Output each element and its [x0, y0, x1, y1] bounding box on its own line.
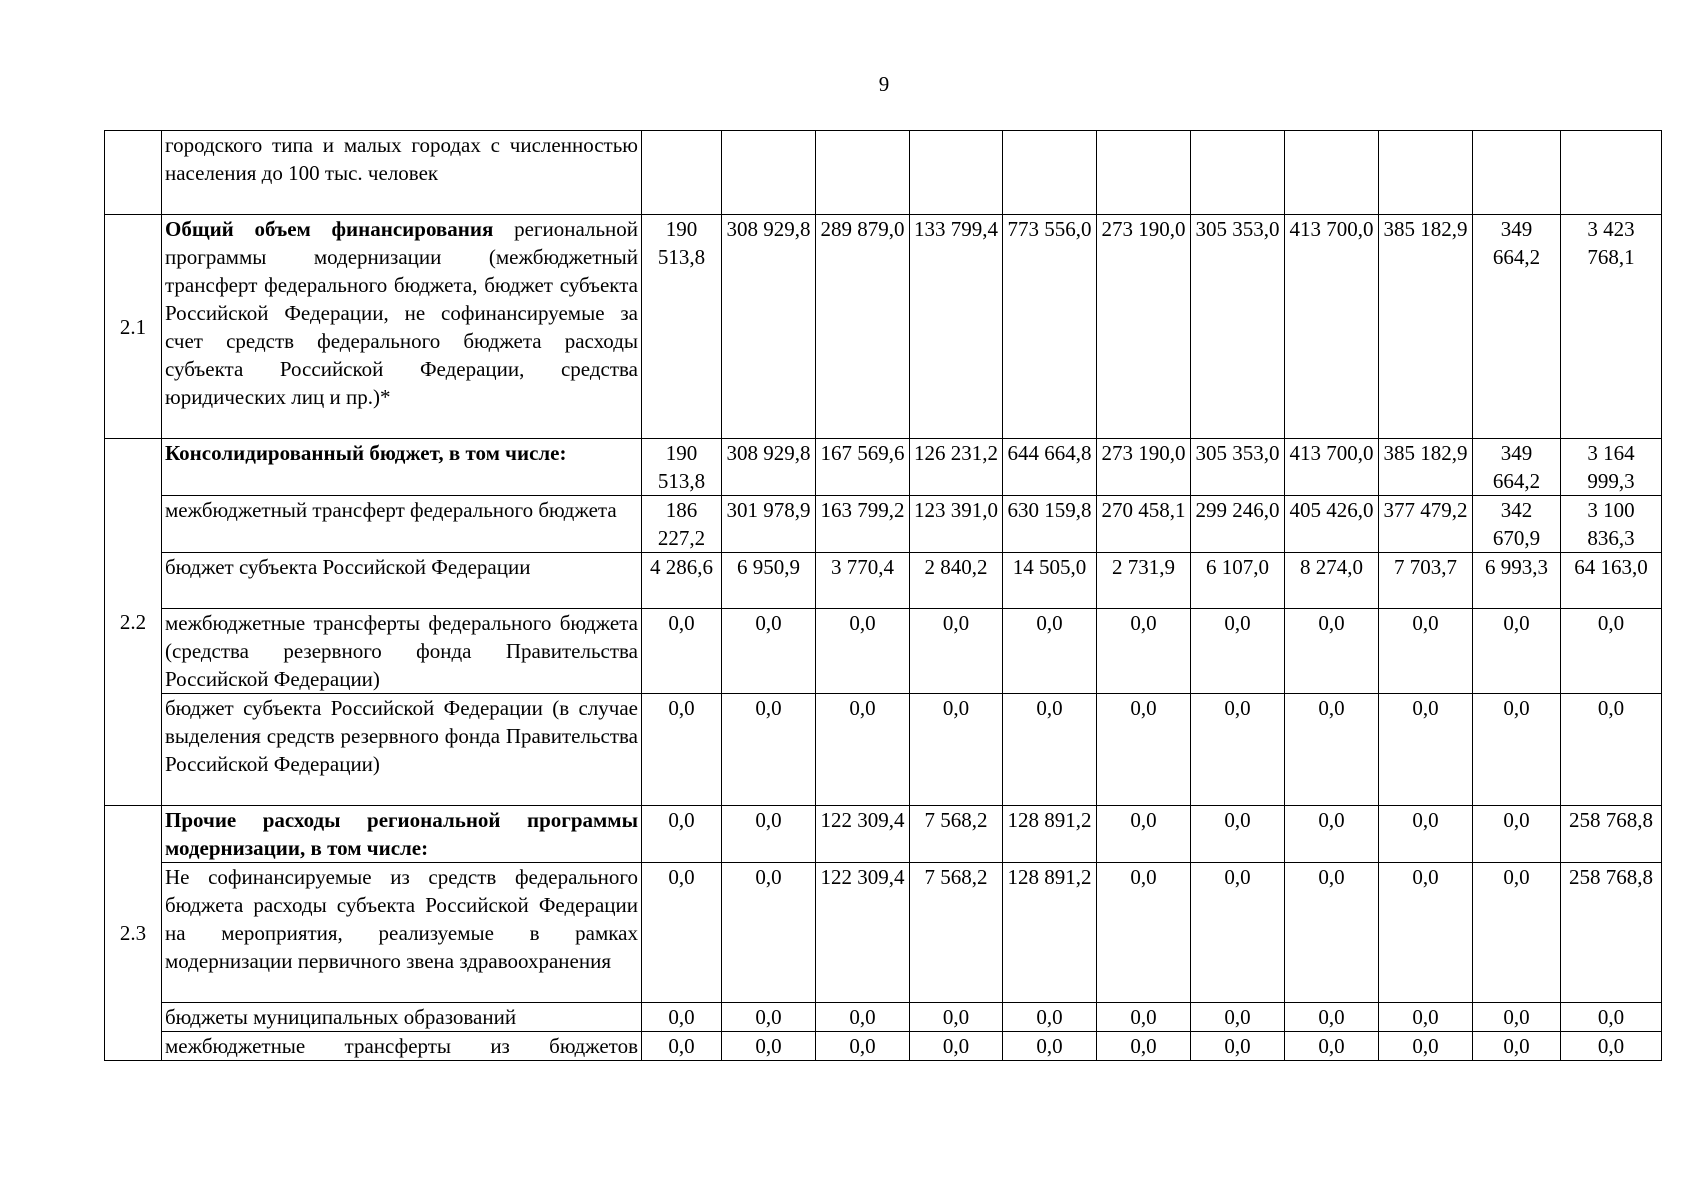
value-cell: 6 993,3 — [1473, 553, 1561, 609]
value-cell: 7 568,2 — [910, 806, 1003, 863]
row-description: бюджет субъекта Российской Федерации — [162, 553, 642, 609]
value-cell: 308 929,8 — [722, 215, 816, 439]
value-cell — [1379, 131, 1473, 215]
row-code: 2.3 — [105, 806, 162, 1061]
value-cell: 305 353,0 — [1191, 215, 1285, 439]
row-description-bold: Консолидированный бюджет, в том числе: — [162, 439, 642, 496]
value-cell: 0,0 — [722, 806, 816, 863]
value-cell: 0,0 — [910, 609, 1003, 694]
value-cell: 0,0 — [642, 1032, 722, 1061]
value-cell: 7 568,2 — [910, 863, 1003, 1003]
value-cell: 405 426,0 — [1285, 496, 1379, 553]
value-cell: 3 100 836,3 — [1561, 496, 1662, 553]
value-cell: 122 309,4 — [816, 806, 910, 863]
value-cell: 0,0 — [1561, 1003, 1662, 1032]
value-cell: 0,0 — [1003, 1003, 1097, 1032]
value-cell — [1191, 131, 1285, 215]
table-row — [105, 1032, 1662, 1061]
table-row — [105, 131, 1662, 215]
value-cell: 0,0 — [1097, 609, 1191, 694]
value-cell: 385 182,9 — [1379, 439, 1473, 496]
value-cell — [1285, 131, 1379, 215]
value-cell: 0,0 — [1379, 863, 1473, 1003]
row-description: Не софинансируемые из средств федерального бюджета расходы субъекта Российской Федерации на мероприятия, реализуемые в рамках модернизации первичного звена здравоохранения — [162, 863, 642, 1003]
value-cell: 0,0 — [1285, 694, 1379, 806]
value-cell: 0,0 — [1473, 806, 1561, 863]
value-cell: 0,0 — [816, 1003, 910, 1032]
value-cell — [1473, 131, 1561, 215]
value-cell: 163 799,2 — [816, 496, 910, 553]
value-cell: 8 274,0 — [1285, 553, 1379, 609]
value-cell: 305 353,0 — [1191, 439, 1285, 496]
value-cell: 3 770,4 — [816, 553, 910, 609]
value-cell: 0,0 — [722, 609, 816, 694]
value-cell: 0,0 — [1285, 863, 1379, 1003]
row-description: бюджет субъекта Российской Федерации (в случае выделения средств резервного фонда Правительства Российской Федерации) — [162, 694, 642, 806]
value-cell: 2 731,9 — [1097, 553, 1191, 609]
value-cell: 0,0 — [910, 1032, 1003, 1061]
table-row — [105, 694, 1662, 806]
value-cell: 0,0 — [816, 694, 910, 806]
value-cell: 258 768,8 — [1561, 863, 1662, 1003]
value-cell: 385 182,9 — [1379, 215, 1473, 439]
row-description-bold: Общий объем финансирования — [165, 217, 494, 241]
value-cell: 0,0 — [1003, 694, 1097, 806]
value-cell: 133 799,4 — [910, 215, 1003, 439]
value-cell: 349 664,2 — [1473, 439, 1561, 496]
value-cell: 0,0 — [1473, 863, 1561, 1003]
row-description — [162, 215, 642, 439]
value-cell: 0,0 — [642, 1003, 722, 1032]
value-cell: 0,0 — [1285, 609, 1379, 694]
value-cell: 413 700,0 — [1285, 439, 1379, 496]
row-description: городского типа и малых городах с численностью населения до 100 тыс. человек — [162, 131, 642, 215]
value-cell: 0,0 — [1191, 694, 1285, 806]
value-cell: 0,0 — [1561, 694, 1662, 806]
table-row — [105, 553, 1662, 609]
value-cell: 377 479,2 — [1379, 496, 1473, 553]
value-cell: 0,0 — [1285, 1003, 1379, 1032]
value-cell: 0,0 — [722, 1003, 816, 1032]
value-cell — [1561, 131, 1662, 215]
value-cell: 4 286,6 — [642, 553, 722, 609]
table-row — [105, 609, 1662, 694]
value-cell: 630 159,8 — [1003, 496, 1097, 553]
value-cell: 270 458,1 — [1097, 496, 1191, 553]
value-cell: 0,0 — [1473, 1003, 1561, 1032]
value-cell: 6 107,0 — [1191, 553, 1285, 609]
value-cell: 773 556,0 — [1003, 215, 1097, 439]
value-cell: 289 879,0 — [816, 215, 910, 439]
value-cell: 64 163,0 — [1561, 553, 1662, 609]
value-cell: 186 227,2 — [642, 496, 722, 553]
row-code: 2.1 — [105, 215, 162, 439]
row-code — [105, 131, 162, 215]
value-cell: 0,0 — [1191, 863, 1285, 1003]
value-cell: 0,0 — [642, 609, 722, 694]
value-cell: 0,0 — [1285, 1032, 1379, 1061]
table-row — [105, 496, 1662, 553]
row-description-text: региональной программы модернизации (межбюджетный трансферт федерального бюджета, бюджет субъекта Российской Федерации, не софинансируемые за счет средств федерального бюджета расходы субъекта Российской Федерации, средства юридических лиц и пр.)* — [165, 217, 639, 409]
value-cell: 0,0 — [816, 609, 910, 694]
value-cell: 167 569,6 — [816, 439, 910, 496]
value-cell: 0,0 — [1379, 806, 1473, 863]
value-cell: 0,0 — [910, 1003, 1003, 1032]
value-cell: 0,0 — [1191, 1003, 1285, 1032]
value-cell: 3 423 768,1 — [1561, 215, 1662, 439]
financing-table — [104, 130, 1662, 1061]
value-cell: 2 840,2 — [910, 553, 1003, 609]
value-cell: 0,0 — [1473, 694, 1561, 806]
value-cell: 342 670,9 — [1473, 496, 1561, 553]
value-cell — [722, 131, 816, 215]
row-description: межбюджетные трансферты федерального бюджета (средства резервного фонда Правительства Российской Федерации) — [162, 609, 642, 694]
value-cell: 258 768,8 — [1561, 806, 1662, 863]
value-cell — [642, 131, 722, 215]
value-cell — [1097, 131, 1191, 215]
value-cell: 0,0 — [1003, 1032, 1097, 1061]
value-cell: 0,0 — [722, 1032, 816, 1061]
value-cell — [816, 131, 910, 215]
row-description-bold: Прочие расходы региональной программы модернизации, в том числе: — [162, 806, 642, 863]
value-cell: 308 929,8 — [722, 439, 816, 496]
row-description: межбюджетный трансферт федерального бюджета — [162, 496, 642, 553]
value-cell: 0,0 — [1561, 609, 1662, 694]
value-cell: 0,0 — [1379, 609, 1473, 694]
value-cell: 0,0 — [1285, 806, 1379, 863]
value-cell: 0,0 — [642, 863, 722, 1003]
value-cell: 0,0 — [1097, 863, 1191, 1003]
value-cell: 128 891,2 — [1003, 863, 1097, 1003]
value-cell: 126 231,2 — [910, 439, 1003, 496]
value-cell — [1003, 131, 1097, 215]
value-cell: 273 190,0 — [1097, 215, 1191, 439]
value-cell: 14 505,0 — [1003, 553, 1097, 609]
value-cell: 0,0 — [910, 694, 1003, 806]
value-cell: 7 703,7 — [1379, 553, 1473, 609]
row-description: бюджеты муниципальных образований — [162, 1003, 642, 1032]
value-cell: 299 246,0 — [1191, 496, 1285, 553]
table-row — [105, 863, 1662, 1003]
value-cell: 122 309,4 — [816, 863, 910, 1003]
value-cell: 0,0 — [1561, 1032, 1662, 1061]
value-cell: 190 513,8 — [642, 439, 722, 496]
value-cell: 0,0 — [1473, 1032, 1561, 1061]
row-description: межбюджетные трансферты из бюджетов — [162, 1032, 642, 1061]
value-cell: 6 950,9 — [722, 553, 816, 609]
table-row — [105, 1003, 1662, 1032]
value-cell: 0,0 — [1191, 609, 1285, 694]
value-cell: 0,0 — [722, 694, 816, 806]
value-cell: 273 190,0 — [1097, 439, 1191, 496]
value-cell: 0,0 — [1379, 1003, 1473, 1032]
row-code: 2.2 — [105, 439, 162, 806]
page-number: 9 — [878, 72, 890, 96]
table-row — [105, 806, 1662, 863]
value-cell: 0,0 — [1097, 694, 1191, 806]
value-cell: 0,0 — [1473, 609, 1561, 694]
value-cell: 0,0 — [1097, 1003, 1191, 1032]
value-cell: 0,0 — [1191, 1032, 1285, 1061]
value-cell: 0,0 — [1191, 806, 1285, 863]
value-cell: 0,0 — [1097, 1032, 1191, 1061]
value-cell: 0,0 — [1003, 609, 1097, 694]
table-row — [105, 439, 1662, 496]
value-cell: 644 664,8 — [1003, 439, 1097, 496]
value-cell: 0,0 — [1379, 694, 1473, 806]
value-cell — [910, 131, 1003, 215]
value-cell: 3 164 999,3 — [1561, 439, 1662, 496]
value-cell: 301 978,9 — [722, 496, 816, 553]
value-cell: 0,0 — [816, 1032, 910, 1061]
value-cell: 0,0 — [1379, 1032, 1473, 1061]
value-cell: 190 513,8 — [642, 215, 722, 439]
value-cell: 413 700,0 — [1285, 215, 1379, 439]
value-cell: 0,0 — [1097, 806, 1191, 863]
value-cell: 349 664,2 — [1473, 215, 1561, 439]
value-cell: 123 391,0 — [910, 496, 1003, 553]
table-row — [105, 215, 1662, 439]
value-cell: 0,0 — [642, 806, 722, 863]
value-cell: 128 891,2 — [1003, 806, 1097, 863]
value-cell: 0,0 — [722, 863, 816, 1003]
value-cell: 0,0 — [642, 694, 722, 806]
